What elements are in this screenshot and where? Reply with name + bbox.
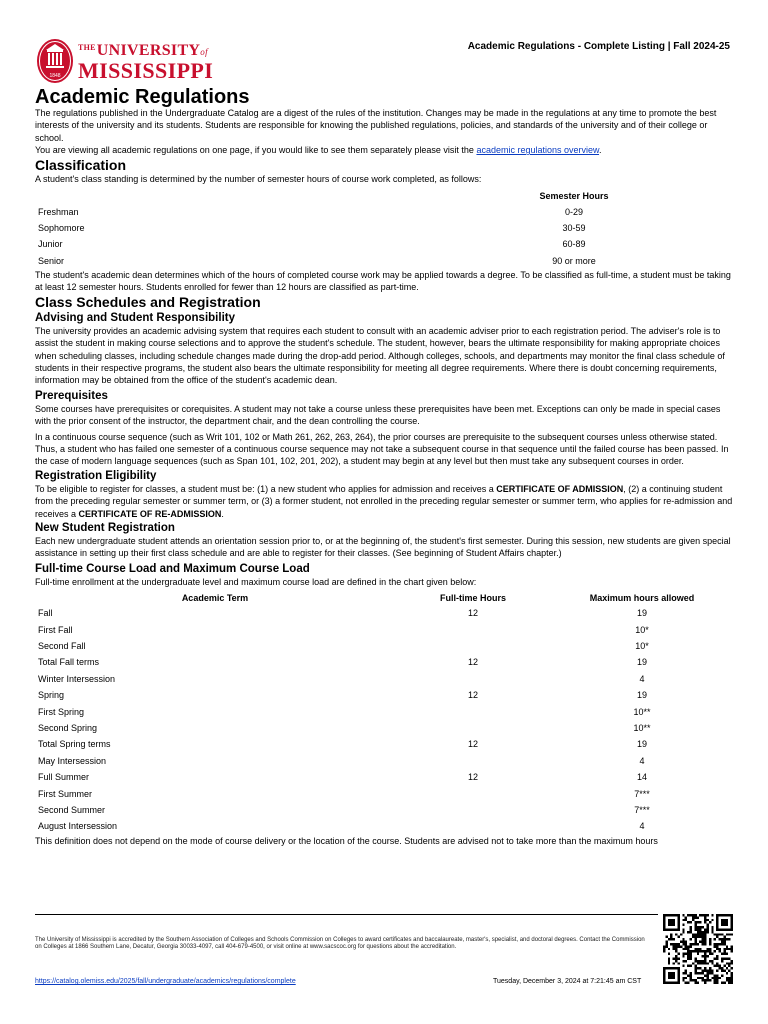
- term-cell: Full Summer: [38, 772, 90, 783]
- class-hours: 60-89: [562, 239, 586, 250]
- term-cell: Second Spring: [38, 723, 98, 733]
- table-header-cell: [35, 188, 495, 204]
- certificate-of-readmission: CERTIFICATE OF RE-ADMISSION: [78, 508, 222, 519]
- table-row: [35, 802, 733, 818]
- table-row: [35, 204, 650, 220]
- full-time-hours-cell: [395, 720, 551, 736]
- logo-of: of: [200, 47, 208, 57]
- table-row: [35, 638, 733, 654]
- maximum-hours-cell: 19: [636, 657, 647, 668]
- table-row: [35, 704, 733, 720]
- full-time-hours-cell: [395, 802, 551, 818]
- table-row: [35, 769, 733, 785]
- full-time-hours-cell: [395, 622, 551, 638]
- classification-intro: A student's class standing is determined by the number of semester hours of course work completed, as follows:: [35, 173, 482, 184]
- table-row: [35, 687, 733, 703]
- footer-divider: [35, 914, 658, 915]
- full-time-hours-cell: [395, 671, 551, 687]
- table-row: [35, 237, 650, 253]
- semester-hours-header: Semester Hours: [539, 190, 609, 201]
- full-time-hours-cell: [395, 786, 551, 802]
- term-cell: Fall: [38, 608, 53, 619]
- term-cell: Second Fall: [38, 641, 86, 652]
- accreditation-statement: The University of Mississippi is accredited by the Southern Association of Colleges and Schools Commission on Colleges to award certificates and baccalaureate, master's, specialist, and doctoral degrees. Contact the Commission on Colleges at 1866 Southern Lane, Decatur, Georgia 30033-4097, call 404-679-4500, or visit online at www.sacscoc.org for questions about the accreditation.: [35, 937, 645, 951]
- regulations-overview-link[interactable]: academic regulations overview: [476, 145, 600, 156]
- eligibility-text-3: .: [221, 508, 224, 519]
- maximum-hours-cell: 10*: [635, 624, 649, 635]
- full-time-hours-cell: [395, 753, 551, 769]
- maximum-hours-cell: 7***: [634, 804, 650, 815]
- prerequisites-paragraph-2: In a continuous course sequence (such as Writ 101, 102 or Math 261, 262, 263, 264), the prior courses are prerequisite to the subsequent courses unless otherwise stated. Thus, a student who has failed one semester of a continuous course sequence may not take a subsequent course in that sequence until the failed course has been passed. In the case of modern language sequences (such as Span 101, 102, 201, 202), a student may begin at any level but then must take any subsequent courses in order.: [35, 431, 729, 467]
- new-registration-paragraph: Each new undergraduate student attends an orientation session prior to, or at the beginning of, the student's first semester. During this session, new students are given special assistance in setting up their first class schedule and are able to register for their classes. (See beginning of Student Affairs chapter.): [35, 536, 731, 559]
- term-cell: Total Fall terms: [38, 657, 100, 668]
- table-row: [35, 720, 733, 736]
- maximum-hours-cell: 4: [639, 821, 645, 832]
- table-row: [35, 605, 733, 621]
- table-row: [35, 220, 650, 236]
- table-header-row: [35, 188, 650, 204]
- term-cell: First Fall: [38, 624, 73, 635]
- table-row: [35, 736, 733, 752]
- table-header-row: [35, 591, 733, 605]
- prerequisites-paragraph-1: Some courses have prerequisites or corequisites. A student may not take a course unless these prerequisites have been met. Exceptions can only be made in special cases with the prior consent of the instructor, the department chair, and the dean controlling the course.: [35, 403, 721, 427]
- university-seal-icon: [36, 38, 74, 84]
- view-note: [35, 144, 733, 156]
- term-cell: Second Summer: [38, 804, 106, 815]
- class-label: Junior: [38, 239, 63, 250]
- full-time-hours-cell: 12: [467, 772, 478, 783]
- course-load-body: [35, 605, 733, 834]
- course-load-note: This definition does not depend on the mode of course delivery or the location of the course. Students are advised not to take more than the maximum hours: [35, 835, 658, 846]
- seal-year: 1848: [49, 73, 61, 79]
- term-cell: Total Spring terms: [38, 739, 111, 750]
- main-content: [35, 87, 733, 847]
- table-row: [35, 753, 733, 769]
- term-cell: May Intersession: [38, 755, 107, 766]
- full-time-hours-cell: 12: [467, 739, 478, 750]
- maximum-hours-cell: 4: [639, 755, 645, 766]
- maximum-hours-cell: 10**: [633, 706, 651, 717]
- class-hours: 0-29: [564, 207, 583, 218]
- term-cell: First Spring: [38, 706, 85, 717]
- full-time-hours-cell: [395, 818, 551, 834]
- maximum-hours-cell: 19: [636, 690, 647, 701]
- table-row: [35, 671, 733, 687]
- print-timestamp: Tuesday, December 3, 2024 at 7:21:45 am CST: [493, 978, 642, 985]
- logo-name: MISSISSIPPI: [78, 58, 214, 83]
- eligibility-paragraph: [35, 483, 733, 520]
- view-note-text: You are viewing all academic regulations on one page, if you would like to see them separately please visit the: [35, 145, 474, 156]
- classification-table: [35, 188, 650, 269]
- document-title: Academic Regulations - Complete Listing | Fall 2024-25: [467, 41, 730, 52]
- maximum-hours-cell: 19: [636, 739, 647, 750]
- classification-note: The student's academic dean determines which of the hours of completed course work may be applied towards a degree. To be classified as full-time, a student must be taking at least 12 semester hours. Students enrolled for fewer than 12 hours are classified as part-time.: [35, 269, 731, 293]
- table-row: [35, 622, 733, 638]
- maximum-hours-cell: 7***: [634, 788, 650, 799]
- university-logo[interactable]: [36, 38, 236, 86]
- qr-code-icon[interactable]: [663, 914, 733, 984]
- maximum-hours-cell: 19: [636, 608, 647, 619]
- page-url-link[interactable]: https://catalog.olemiss.edu/2025/fall/undergraduate/academics/regulations/complete: [35, 978, 296, 985]
- eligibility-text-2: , (2) a continuing student from the preceding regular semester or summer term, or (3) a former student, not enrolled in the preceding regular semester or summer term, who applies for re-admission and receives a: [35, 483, 733, 519]
- new-registration-heading: New Student Registration: [35, 522, 175, 535]
- course-load-table: [35, 591, 733, 834]
- logo-the: THE: [78, 43, 96, 52]
- academic-term-header: Academic Term: [181, 593, 249, 604]
- full-time-hours-cell: [395, 704, 551, 720]
- view-note-end: .: [599, 145, 602, 156]
- table-row: [35, 818, 733, 834]
- maximum-hours-cell: 10*: [635, 641, 649, 652]
- advising-paragraph: The university provides an academic advising system that requires each student to consult with an academic adviser prior to each registration period. The adviser's role is to assist the student in making course selections and to approve the student's schedule. The student, however, bears the ultimate responsibility for making appropriate choices when scheduling classes, including schedule changes made during the drop-add period. Although colleges, schools, and departments may monitor the final class schedule of students in their respective programs, the student also bears the ultimate responsibility for meeting all degree requirements. Where there is doubt concerning requirements, information may be obtained from the office of the student's academic dean.: [35, 325, 725, 386]
- class-hours: 90 or more: [552, 255, 596, 266]
- table-row: [35, 253, 650, 269]
- full-time-hours-cell: 12: [467, 690, 478, 701]
- university-wordmark: [78, 43, 213, 82]
- term-cell: Spring: [38, 690, 65, 701]
- term-cell: First Summer: [38, 788, 92, 799]
- page-title: Academic Regulations: [35, 86, 250, 108]
- maximum-hours-header: Maximum hours allowed: [589, 593, 695, 604]
- advising-heading: Advising and Student Responsibility: [35, 311, 235, 324]
- full-time-hours-cell: 12: [467, 608, 478, 619]
- class-hours: 30-59: [562, 223, 586, 234]
- schedules-heading: Class Schedules and Registration: [35, 293, 261, 310]
- logo-university: UNIVERSITY: [96, 42, 201, 59]
- classification-heading: Classification: [35, 156, 127, 173]
- course-load-intro: Full-time enrollment at the undergraduate level and maximum course load are defined in the chart given below:: [35, 576, 477, 587]
- intro-paragraph: The regulations published in the Undergraduate Catalog are a digest of the rules of the institution. Changes may be made in the regulations at any time to promote the best interests of the university and its students. Students are responsible for knowing the published regulations, policies, and standards of the university and of their college or school.: [35, 108, 717, 143]
- table-row: [35, 786, 733, 802]
- course-load-heading: Full-time Course Load and Maximum Course Load: [35, 562, 310, 575]
- class-label: Freshman: [38, 207, 79, 218]
- maximum-hours-cell: 4: [639, 673, 645, 684]
- maximum-hours-cell: 10**: [633, 723, 651, 733]
- class-label: Sophomore: [38, 223, 85, 234]
- full-time-hours-cell: 12: [467, 657, 478, 668]
- term-cell: August Intersession: [38, 821, 118, 832]
- prerequisites-heading: Prerequisites: [35, 389, 108, 402]
- eligibility-text-1: To be eligible to register for classes, a student must be: (1) a new student who applies for admission and receives a: [35, 483, 494, 494]
- full-time-hours-header: Full-time Hours: [439, 593, 506, 604]
- term-cell: Winter Intersession: [38, 673, 116, 684]
- maximum-hours-cell: 14: [636, 772, 647, 783]
- certificate-of-admission: CERTIFICATE OF ADMISSION: [496, 483, 624, 494]
- class-label: Senior: [38, 255, 65, 266]
- eligibility-heading: Registration Eligibility: [35, 469, 157, 482]
- table-row: [35, 654, 733, 670]
- full-time-hours-cell: [395, 638, 551, 654]
